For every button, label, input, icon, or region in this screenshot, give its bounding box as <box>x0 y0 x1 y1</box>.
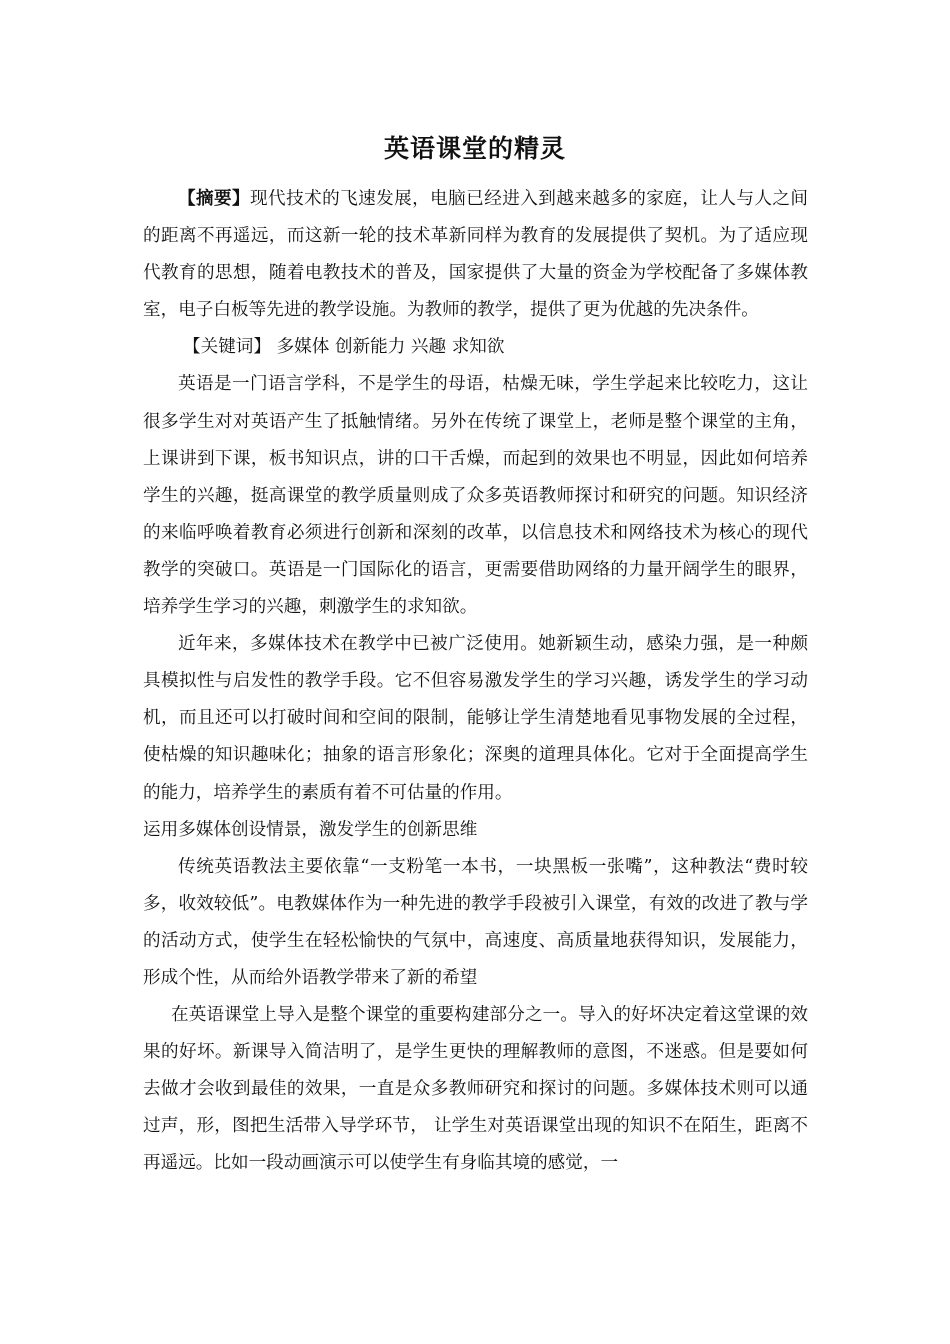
document-body <box>143 180 808 1183</box>
abstract-label: 【摘要】 <box>178 188 251 209</box>
body-paragraph: 在英语课堂上导入是整个课堂的重要构建部分之一。导入的好坏决定着这堂课的效果的好坏。新课导入简洁明了，是学生更快的理解教师的意图，不迷惑。但是要如何去做才会收到最佳的效果，一直是众多教师研究和探讨的问题。多媒体技术则可以通过声，形，图把生活带入导学环节， 让学生对英语课堂出现的知识不在陌生，距离不再遥远。比如一段动画演示可以使学生有身临其境的感觉，一 <box>143 1005 808 1174</box>
abstract-text: 现代技术的飞速发展，电脑已经进入到越来越多的家庭，让人与人之间的距离不再遥远，而这新一轮的技术革新同样为教育的发展提供了契机。为了适应现代教育的思想，随着电教技术的普及，国家提供了大量的资金为学校配备了多媒体教室，电子白板等先进的教学设施。为教师的教学，提供了更为优越的先决条件。 <box>143 189 808 321</box>
body-paragraph: 英语是一门语言学科，不是学生的母语，枯燥无味，学生学起来比较吃力，这让很多学生对对英语产生了抵触情绪。另外在传统了课堂上，老师是整个课堂的主角，上课讲到下课，板书知识点，讲的口干舌燥，而起到的效果也不明显，因此如何培养学生的兴趣，挺高课堂的教学质量则成了众多英语教师探讨和研究的问题。知识经济的来临呼唤着教育必须进行创新和深刻的改革，以信息技术和网络技术为核心的现代教学的突破口。英语是一门国际化的语言，更需要借助网络的力量开阔学生的眼界，培养学生学习的兴趣，刺激学生的求知欲。 <box>143 374 808 618</box>
section-heading: 运用多媒体创设情景，激发学生的创新思维 <box>143 819 478 840</box>
body-paragraph: 传统英语教法主要依靠“一支粉笔一本书，一块黑板一张嘴”，这种教法“费时较多，收效较低”。电教媒体作为一种先进的教学手段被引入课堂，有效的改进了教与学的活动方式，使学生在轻松愉快的气氛中，高速度、高质量地获得知识，发展能力，形成个性，从而给外语教学带来了新的希望 <box>143 856 808 988</box>
abstract-paragraph <box>143 180 808 329</box>
document-title: 英语课堂的精灵 <box>383 134 566 163</box>
keywords-paragraph <box>143 329 808 366</box>
keywords-label: 【关键词】 <box>183 337 271 358</box>
body-paragraph: 近年来，多媒体技术在教学中已被广泛使用。她新颖生动，感染力强，是一种颇具模拟性与启发性的教学手段。它不但容易激发学生的学习兴趣，诱发学生的学习动机，而且还可以打破时间和空间的限制，能够让学生清楚地看见事物发展的全过程，使枯燥的知识趣味化；抽象的语言形象化；深奥的道理具体化。它对于全面提高学生的能力，培养学生的素质有着不可估量的作用。 <box>143 634 808 803</box>
keywords-text: 多媒体 创新能力 兴趣 求知欲 <box>270 337 505 358</box>
